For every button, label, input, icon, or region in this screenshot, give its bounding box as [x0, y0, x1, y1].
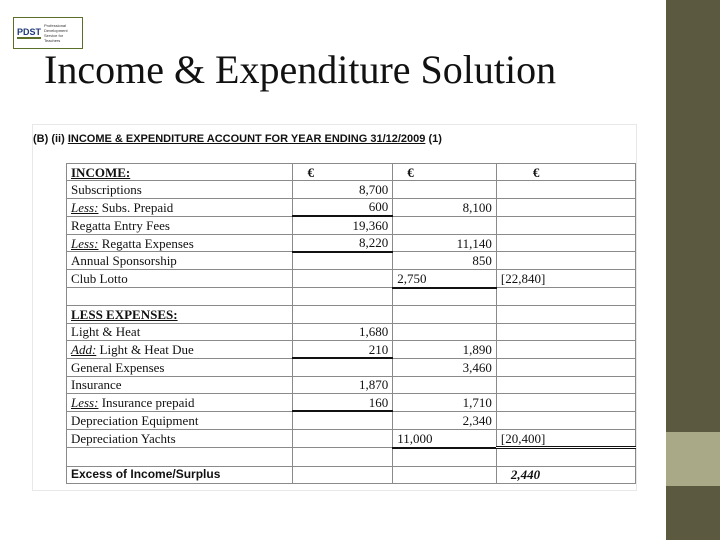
row-value: 1,710 [393, 394, 497, 412]
row-label: Regatta Entry Fees [67, 216, 293, 234]
row-value: 19,360 [293, 216, 393, 234]
row-value: 8,100 [393, 198, 497, 216]
table-row [67, 216, 636, 234]
logo-mark: PDST [17, 27, 42, 37]
label-text: Regatta Expenses [101, 235, 194, 251]
table-row [67, 288, 636, 306]
pdst-logo [13, 17, 83, 49]
income-expenditure-table [66, 163, 636, 484]
table-row [67, 181, 636, 198]
table-row [67, 306, 636, 323]
table-row [67, 252, 636, 270]
table-row [67, 358, 636, 376]
table-row [67, 340, 636, 358]
row-label: Depreciation Equipment [67, 411, 293, 429]
currency-header: € [293, 164, 393, 181]
surplus-label: Excess of Income/Surplus [67, 466, 293, 483]
row-value: 210 [293, 340, 393, 358]
row-value: 11,000 [393, 429, 497, 447]
less-label: Less: [71, 199, 99, 215]
currency-header: € [393, 164, 497, 181]
add-label: Add: [71, 341, 97, 357]
less-label: Less: [71, 235, 99, 251]
row-total: [22,840] [496, 270, 635, 288]
label-text: Insurance prepaid [101, 395, 195, 411]
surplus-value: 2,440 [496, 466, 635, 483]
table-row [67, 198, 636, 216]
table-row [67, 270, 636, 288]
row-value: 1,890 [393, 340, 497, 358]
heading-prefix: (B) (ii) [33, 133, 65, 145]
row-label: Annual Sponsorship [67, 252, 293, 270]
scanned-document [33, 125, 636, 490]
logo-tagline: Professional Development Service for Teachers [44, 23, 68, 43]
table-row [67, 411, 636, 429]
slide-side-bar [666, 0, 720, 540]
row-value: 160 [293, 394, 393, 412]
row-label [67, 394, 293, 412]
row-value: 1,870 [293, 376, 393, 393]
document-heading [33, 133, 442, 145]
less-label: Less: [71, 395, 99, 411]
row-label [67, 198, 293, 216]
row-value: 8,700 [293, 181, 393, 198]
currency-header: € [496, 164, 635, 181]
table-row [67, 448, 636, 466]
label-text: Light & Heat Due [99, 341, 194, 357]
income-header: INCOME: [67, 164, 293, 181]
row-value: 8,220 [293, 234, 393, 252]
table-row [67, 429, 636, 447]
expenses-header: LESS EXPENSES: [67, 306, 293, 323]
label-text: Subs. Prepaid [101, 199, 174, 215]
row-label: Subscriptions [67, 181, 293, 198]
row-label: Insurance [67, 376, 293, 393]
slide-title: Income & Expenditure Solution [44, 47, 557, 92]
row-total: [20,400] [496, 429, 635, 447]
row-value: 3,460 [393, 358, 497, 376]
heading-main: INCOME & EXPENDITURE ACCOUNT FOR YEAR ENDING 31/12/2009 [67, 133, 426, 145]
row-label: Club Lotto [67, 270, 293, 288]
slide-side-accent [666, 432, 720, 486]
row-label: Depreciation Yachts [67, 429, 293, 447]
table-row [67, 164, 636, 181]
heading-suffix: (1) [428, 133, 442, 145]
row-value: 2,750 [393, 270, 497, 288]
row-label [67, 234, 293, 252]
row-label: Light & Heat [67, 323, 293, 340]
row-value: 11,140 [393, 234, 497, 252]
table-row [67, 234, 636, 252]
table-row [67, 466, 636, 483]
row-value: 2,340 [393, 411, 497, 429]
row-value: 600 [293, 198, 393, 216]
row-label: General Expenses [67, 358, 293, 376]
table-row [67, 394, 636, 412]
row-label [67, 340, 293, 358]
row-value: 1,680 [293, 323, 393, 340]
table-row [67, 376, 636, 393]
table-row [67, 323, 636, 340]
row-value: 850 [393, 252, 497, 270]
